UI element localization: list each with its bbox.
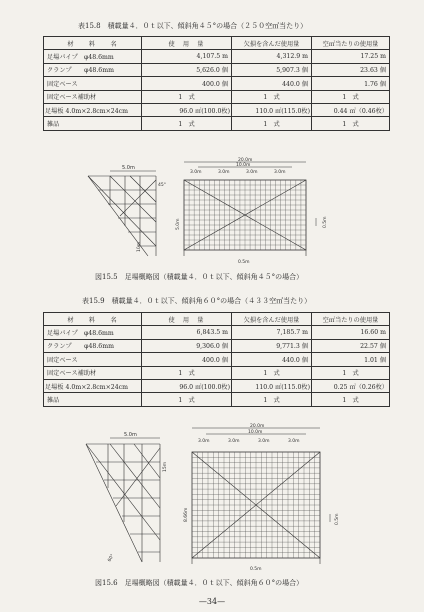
usage: 1 式 [142, 366, 232, 379]
material-name: 足場パイプ φ48.6mm [44, 326, 142, 339]
table-row [44, 77, 390, 90]
dim-label: 60° [107, 553, 116, 563]
usage-per-m2: 0.25 ㎡（0.26枚） [312, 379, 390, 392]
usage-per-m2: 16.60 m [312, 326, 390, 339]
table-row [44, 339, 390, 352]
table2-header-row [44, 313, 390, 326]
usage-per-m2: 1.01 個 [312, 353, 390, 366]
usage-with-loss: 110.0 ㎡(115.0枚) [232, 379, 312, 392]
table2 [43, 312, 390, 407]
usage: 400.0 個 [142, 77, 232, 90]
usage-per-m2: 17.25 m [312, 50, 390, 63]
dim-label: 5.0m [122, 165, 135, 171]
usage-per-m2: 1 式 [312, 366, 390, 379]
table-row [44, 379, 390, 392]
usage: 9,306.0 個 [142, 339, 232, 352]
dim-label: 3.0m [288, 439, 300, 444]
usage-with-loss: 9,771.3 個 [232, 339, 312, 352]
usage: 1 式 [142, 117, 232, 130]
table-row [44, 366, 390, 379]
material-name: 固定ベース補助材 [44, 90, 142, 103]
material-name: 雑品 [44, 393, 142, 406]
usage-with-loss: 110.0 ㎡(115.0枚) [232, 103, 312, 116]
dim-label: 0.5m [238, 260, 250, 265]
dim-label: 3.0m [198, 439, 210, 444]
figure2-front-view [192, 452, 320, 564]
usage-with-loss: 5,907.3 個 [232, 63, 312, 76]
material-name: 固定ベース [44, 77, 142, 90]
material-name: 雑品 [44, 117, 142, 130]
material-name: クランプ φ48.6mm [44, 339, 142, 352]
usage: 1 式 [142, 90, 232, 103]
table2-header: 空㎡当たりの使用量 [312, 313, 390, 326]
figure2-caption: 図15.6 足場概略図（積載量４．０ｔ以下、傾斜角６０°の場合） [95, 579, 304, 587]
material-name: クランプ φ48.6mm [44, 63, 142, 76]
usage: 400.0 個 [142, 353, 232, 366]
dim-label: 10.0m [236, 163, 251, 168]
table1-header: 材 料 名 [44, 37, 142, 50]
dim-label: 3.0m [274, 170, 286, 175]
figure1-drawing [80, 158, 330, 266]
figure2-drawing [80, 422, 342, 572]
table-row [44, 326, 390, 339]
dim-label: 0.5m [250, 567, 262, 572]
table1-header: 空㎡当たりの使用量 [312, 37, 390, 50]
dim-label: 3.0m [246, 170, 258, 175]
usage: 6,843.5 m [142, 326, 232, 339]
table1-header: 欠損を含んだ使用量 [232, 37, 312, 50]
dim-label: 20.0m [250, 424, 265, 429]
usage-per-m2: 22.57 個 [312, 339, 390, 352]
dim-label: 10m [137, 241, 142, 252]
usage-per-m2: 1 式 [312, 117, 390, 130]
usage: 96.0 ㎡(100.0枚) [142, 103, 232, 116]
figure2-side-view [86, 444, 160, 562]
table2-title: 表15.9 積載量４．０ｔ以下、傾斜角６０°の場合（４３３空㎡当たり） [82, 297, 312, 305]
usage: 5,626.0 個 [142, 63, 232, 76]
material-name: 固定ベース [44, 353, 142, 366]
usage-per-m2: 1 式 [312, 393, 390, 406]
table2-header: 欠損を含んだ使用量 [232, 313, 312, 326]
usage-per-m2: 0.44 ㎡（0.46枚） [312, 103, 390, 116]
material-name: 固定ベース補助材 [44, 366, 142, 379]
table1-header: 使 用 量 [142, 37, 232, 50]
dim-label: 20.0m [238, 158, 253, 163]
dim-label: 8.66m [184, 507, 189, 522]
usage: 96.0 ㎡(100.0枚) [142, 379, 232, 392]
usage-per-m2: 23.63 個 [312, 63, 390, 76]
figure1-front-view [184, 180, 306, 256]
table1-header-row [44, 37, 390, 50]
usage-with-loss: 440.0 個 [232, 353, 312, 366]
table-row [44, 50, 390, 63]
usage-with-loss: 1 式 [232, 393, 312, 406]
material-name: 足場パイプ φ48.6mm [44, 50, 142, 63]
usage-with-loss: 4,312.9 m [232, 50, 312, 63]
table2-header: 材 料 名 [44, 313, 142, 326]
table-row [44, 90, 390, 103]
table-row [44, 393, 390, 406]
usage-with-loss: 1 式 [232, 90, 312, 103]
usage-per-m2: 1.76 個 [312, 77, 390, 90]
usage-with-loss: 7,185.7 m [232, 326, 312, 339]
table-row [44, 103, 390, 116]
material-name: 足場板 4.0m×2.8cm×24cm [44, 103, 142, 116]
dim-label: 15m [163, 461, 168, 472]
figure1-caption: 図15.5 足場概略図（積載量４．０ｔ以下、傾斜角４５°の場合） [95, 273, 304, 281]
dim-label: 3.0m [218, 170, 230, 175]
table-row [44, 353, 390, 366]
dim-label: 0.5m [335, 513, 340, 525]
dim-label: 10.0m [248, 430, 263, 435]
dim-label: 3.0m [258, 439, 270, 444]
page-number: —34— [198, 597, 226, 606]
dim-label: 45° [158, 183, 166, 188]
table-row [44, 63, 390, 76]
table1 [43, 36, 390, 131]
table-row [44, 117, 390, 130]
dim-label: 3.0m [228, 439, 240, 444]
dim-label: 5.0m [124, 432, 137, 438]
dim-label: 3.0m [190, 170, 202, 175]
usage: 1 式 [142, 393, 232, 406]
dim-label: 0.5m [323, 216, 328, 228]
dim-label: 5.0m [176, 218, 181, 230]
material-name: 足場板 4.0m×2.8cm×24cm [44, 379, 142, 392]
usage-per-m2: 1 式 [312, 90, 390, 103]
usage-with-loss: 1 式 [232, 117, 312, 130]
table2-header: 使 用 量 [142, 313, 232, 326]
usage-with-loss: 1 式 [232, 366, 312, 379]
figure1-side-view [88, 176, 156, 256]
table1-title: 表15.8 積載量４．０ｔ以下、傾斜角４５°の場合（２５０空㎡当たり） [78, 22, 308, 30]
usage: 4,107.5 m [142, 50, 232, 63]
usage-with-loss: 440.0 個 [232, 77, 312, 90]
